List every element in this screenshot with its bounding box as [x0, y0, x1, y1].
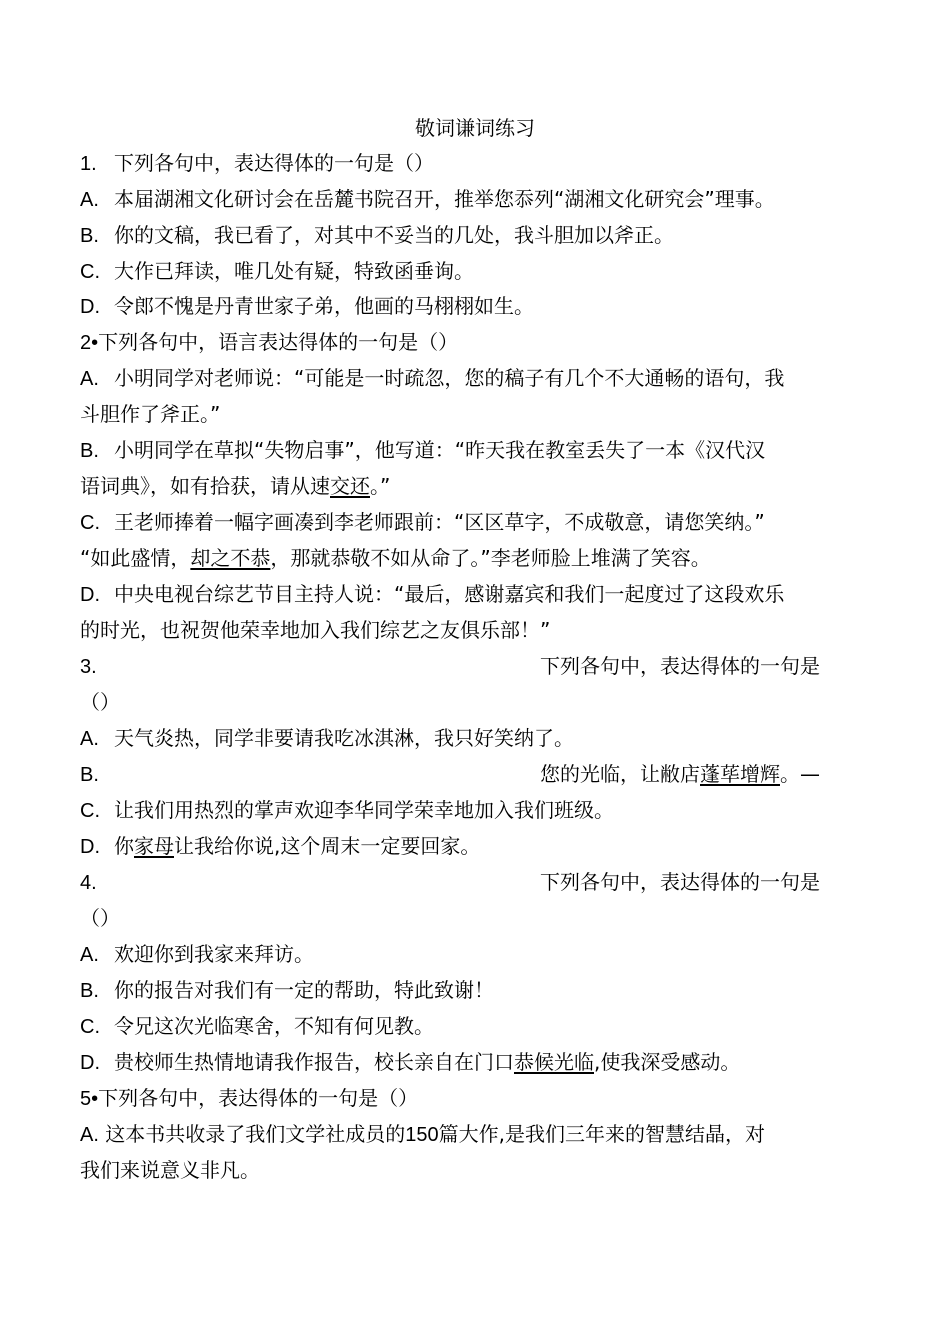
option-marker: B.	[80, 440, 99, 462]
option-text: 中央电视台综艺节目主持人说：“最后，感谢嘉宾和我们一起度过了这段欢乐	[114, 582, 785, 606]
option-marker: C.	[80, 1016, 100, 1038]
option-text: ,使我深受感动。	[594, 1050, 741, 1074]
question-4-stem-cont	[80, 903, 880, 933]
question-1-option-b	[80, 220, 880, 251]
option-number: 150	[405, 1124, 439, 1146]
question-4-option-d	[80, 1047, 880, 1078]
option-text: 你的文稿，我已看了，对其中不妥当的几处，我斗胆加以斧正。	[114, 223, 674, 247]
question-number: 2•	[80, 332, 99, 354]
option-text: ，那就恭敬不如从命了。”李老师脸上堆满了笑容。	[270, 546, 711, 570]
option-text: 欢迎你到我家来拜访。	[114, 942, 314, 966]
option-marker: A.	[80, 368, 99, 390]
question-5-stem	[80, 1083, 880, 1114]
option-marker: B.	[80, 764, 99, 786]
option-text: 你的报告对我们有一定的帮助，特此致谢！	[114, 978, 494, 1002]
option-marker: D.	[80, 584, 100, 606]
question-2-option-c-cont	[80, 543, 880, 573]
option-text: 令兄这次光临寒舍，不知有何见教。	[114, 1014, 434, 1038]
option-marker: D.	[80, 836, 100, 858]
question-number: 3.	[80, 656, 97, 678]
question-text: 下列各句中，表达得体的一句是（）	[114, 151, 434, 175]
question-text: （）	[80, 690, 120, 714]
question-text: 下列各句中，表达得体的一句是	[540, 654, 820, 678]
option-text: 。”	[370, 474, 391, 498]
question-2-option-a-cont	[80, 399, 880, 429]
option-text: 天气炎热，同学非要请我吃冰淇淋，我只好笑纳了。	[114, 726, 574, 750]
underlined-phrase: 蓬荜增辉	[700, 762, 780, 786]
question-3-option-a	[80, 723, 880, 754]
question-2-option-a	[80, 363, 880, 394]
option-text: “如此盛情，	[80, 546, 191, 570]
option-text: 令郎不愧是丹青世家子弟，他画的马栩栩如生。	[114, 294, 534, 318]
question-3-option-c	[80, 795, 880, 826]
question-4-option-c	[80, 1011, 880, 1042]
option-text-part: 。—	[780, 762, 820, 786]
question-2-option-d	[80, 579, 880, 610]
option-text: 小明同学在草拟“失物启事”，他写道：“昨天我在教室丢失了一本《汉代汉	[114, 438, 766, 462]
question-text: 下列各句中，语言表达得体的一句是（）	[98, 330, 459, 354]
underlined-phrase: 却之不恭	[190, 546, 271, 570]
option-text: 斗胆作了斧正。”	[80, 402, 221, 426]
option-marker: D.	[80, 296, 100, 318]
option-marker: C.	[80, 800, 100, 822]
option-marker: C.	[80, 512, 100, 534]
option-text-part: 您的光临，让敝店	[540, 762, 700, 786]
question-4-stem	[80, 867, 880, 898]
question-2-option-b	[80, 435, 880, 466]
option-text: 大作已拜读，唯几处有疑，特致函垂询。	[114, 259, 474, 283]
question-text: （）	[80, 906, 120, 930]
option-marker: A.	[80, 189, 99, 211]
question-2-option-d-cont	[80, 615, 880, 645]
question-number: 5•	[80, 1088, 99, 1110]
option-text: 这本书共收录了我们文学社成员的	[105, 1122, 406, 1146]
question-4-option-b	[80, 975, 880, 1006]
underlined-phrase: 家母	[134, 834, 174, 858]
question-1-stem	[80, 148, 880, 179]
option-marker: D.	[80, 1052, 100, 1074]
underlined-phrase: 恭候光临	[514, 1050, 594, 1074]
option-text: 让我给你说,这个周末一定要回家。	[174, 834, 481, 858]
question-5-option-a-cont	[80, 1155, 880, 1185]
question-5-option-a	[80, 1119, 880, 1150]
option-text: 篇大作,是我们三年来的智慧结晶，对	[438, 1122, 765, 1146]
option-text: 贵校师生热情地请我作报告，校长亲自在门口	[114, 1050, 514, 1074]
question-2-stem	[80, 327, 880, 358]
question-1-option-a	[80, 184, 880, 215]
question-2-option-b-cont	[80, 471, 880, 501]
question-1-option-d	[80, 291, 880, 322]
option-text: 王老师捧着一幅字画凑到李老师跟前：“区区草字，不成敬意，请您笑纳。”	[114, 510, 765, 534]
option-text: 让我们用热烈的掌声欢迎李华同学荣幸地加入我们班级。	[114, 798, 614, 822]
question-3-stem	[80, 651, 880, 682]
question-3-option-b	[80, 759, 880, 790]
question-2-option-c	[80, 507, 880, 538]
option-marker: C.	[80, 261, 100, 283]
option-text: 我们来说意义非凡。	[80, 1158, 260, 1182]
option-marker: A.	[80, 944, 99, 966]
option-text: 小明同学对老师说：“可能是一时疏忽，您的稿子有几个不大通畅的语句，我	[114, 366, 785, 390]
option-marker: B.	[80, 980, 99, 1002]
question-1-option-c	[80, 256, 880, 287]
option-marker: A.	[80, 1124, 99, 1146]
option-text: 语词典》，如有拾获，请从速	[80, 474, 330, 498]
option-text: 你	[114, 834, 134, 858]
option-text	[540, 759, 820, 789]
option-marker: A.	[80, 728, 99, 750]
question-3-stem-cont	[80, 687, 880, 717]
underlined-phrase: 交还	[330, 474, 370, 498]
page-title: 敬词谦词练习	[415, 116, 535, 140]
question-3-option-d	[80, 831, 880, 862]
question-text: 下列各句中，表达得体的一句是	[540, 870, 820, 894]
option-text: 本届湖湘文化研讨会在岳麓书院召开，推举您忝列“湖湘文化研究会”理事。	[114, 187, 775, 211]
question-number: 4.	[80, 872, 97, 894]
question-number: 1.	[80, 153, 97, 175]
question-4-option-a	[80, 939, 880, 970]
question-text: 下列各句中，表达得体的一句是（）	[98, 1086, 419, 1110]
option-marker: B.	[80, 225, 99, 247]
option-text: 的时光，也祝贺他荣幸地加入我们综艺之友俱乐部！”	[80, 618, 551, 642]
